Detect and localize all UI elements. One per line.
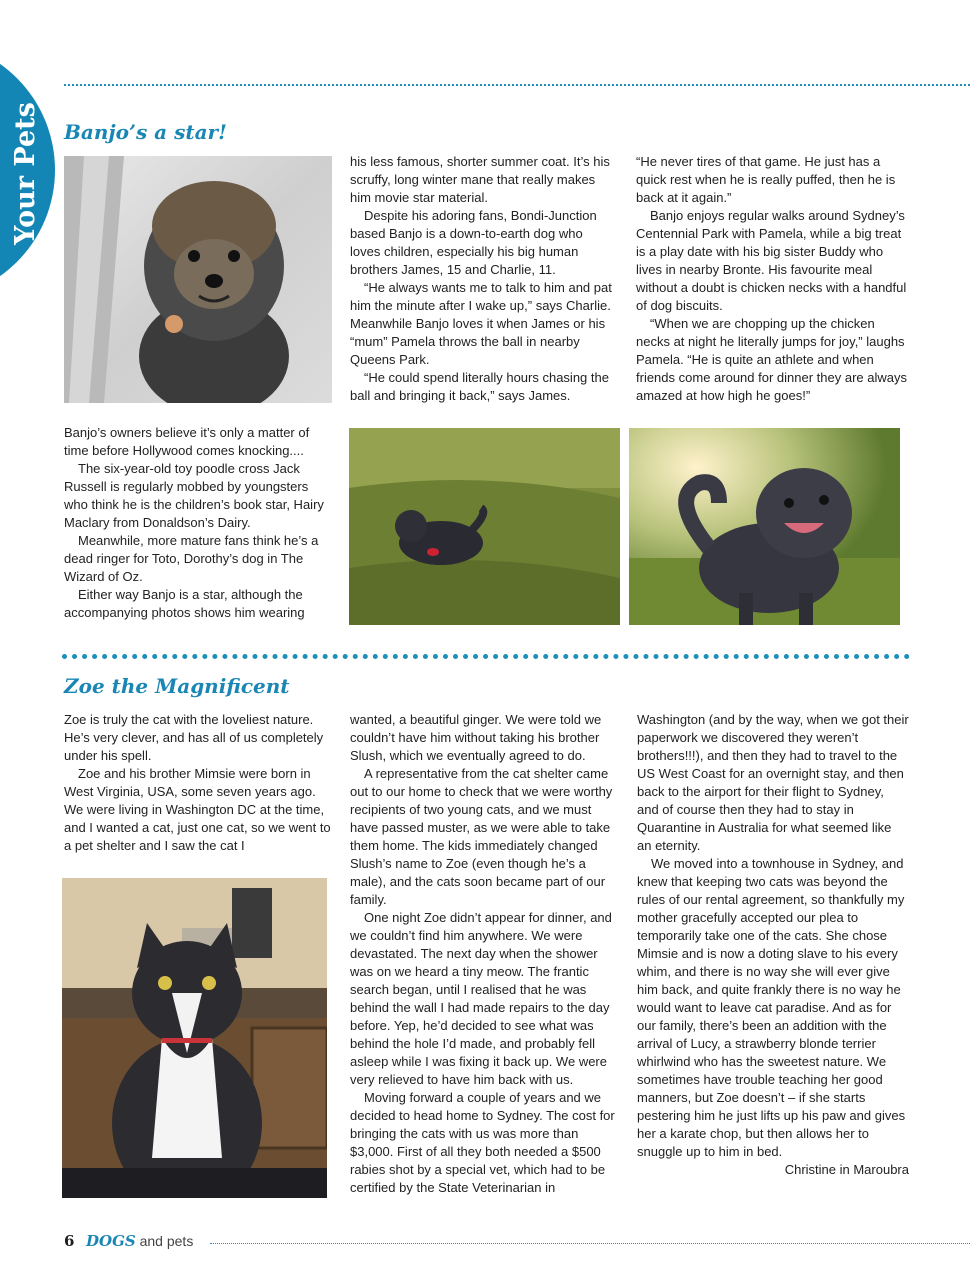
article1-col3 <box>636 153 908 405</box>
article2-col2-p2: A representative from the cat shelter came out to our home to check that we were worthy recipients of two young cats, and we must have passed muster, as we were able to take them home. The kids immediately changed Slush’s name to Zoe (even though he’s a male), and the cats soon became part of our family. <box>350 766 613 907</box>
top-divider <box>64 84 970 86</box>
publication-brand <box>86 1232 193 1250</box>
article2-col3 <box>637 711 909 1179</box>
article2-col3-p2: We moved into a townhouse in Sydney, and knew that keeping two cats was beyond the rules of our rental agreement, so thankfully my mother gracefully accepted our plea to temporarily take one of the cats. She chose Mimsie and is now a doting slave to his every whim, and there is no way she will ever give him back, and quite frankly there is no way he would want to leave cat paradise. And as for our family, there’s been an addition with the arrival of Lucy, a strawberry blonde terrier whirlwind who has the sweetest nature. We sometimes have trouble teaching her good manners, but Zoe doesn’t – if she starts pestering him he just lifts up his paw and gives her a karate chop, but then allows her to snuggle up to him in bed. <box>637 856 906 1159</box>
article1-col1-p3: Meanwhile, more mature fans think he’s a dead ringer for Toto, Dorothy’s dog in The Wizard of Oz. <box>64 533 319 584</box>
article1-col2-p2: Despite his adoring fans, Bondi-Junction based Banjo is a down-to-earth dog who loves children, especially his big human brothers James, 15 and Charlie, 11. <box>350 208 597 277</box>
article2-col1-p2: Zoe and his brother Mimsie were born in West Virginia, USA, some seven years ago. We were living in Washington DC at the time, and I wanted a cat, just one cat, so we went to a pet shelter and I saw the cat I <box>64 766 331 853</box>
article2-col1 <box>64 711 336 855</box>
article2-col2 <box>350 711 620 1197</box>
article1-col2-p3: “He always wants me to talk to him and pat him the minute after I wake up,” says Charlie. Meanwhile Banjo loves it when James or his “mum” Pamela throws the ball in nearby Queens Park. <box>350 280 612 367</box>
article2-signature: Christine in Maroubra <box>784 1162 909 1177</box>
footer-divider <box>210 1243 970 1244</box>
page-number: 6 <box>64 1232 75 1250</box>
article1-col2-p1: his less famous, shorter summer coat. It’s his scruffy, long winter mane that really makes him movie star material. <box>350 154 610 205</box>
article2-title: Zoe the Magnificent <box>64 674 290 698</box>
article2-col1-p1: Zoe is truly the cat with the loveliest nature. He’s very clever, and has all of us completely under his spell. <box>64 712 324 763</box>
banjo-happy-photo <box>629 428 900 625</box>
brand-rest: and pets <box>135 1233 194 1249</box>
article1-col3-p1: “He never tires of that game. He just has a quick rest when he is really puffed, then he is back at it again.” <box>636 154 896 205</box>
article2-col2-p3: One night Zoe didn’t appear for dinner, and we couldn’t find him anywhere. We were devastated. The next day when the shower was on we heard a tiny meow. The frantic search began, until I realised that he was behind the wall I had made repairs to the day before. Yep, he’d decided to see what was behind the hole I’d made, and probably fell asleep while I was fixing it back up. We were very relieved to have him back with us. <box>350 910 612 1087</box>
section-tab-label: Your Pets <box>9 101 41 245</box>
article2-col2-p4: Moving forward a couple of years and we decided to head home to Sydney. The cost for bringing the cats with us was more than $3,000. First of all they both needed a $500 rabies shot by a special vet, which had to be certified by the State Veterinarian in <box>350 1090 615 1195</box>
brand-bold: DOGS <box>86 1232 136 1250</box>
article-divider <box>62 654 910 659</box>
banjo-portrait-photo <box>64 156 332 403</box>
article1-col3-p2: Banjo enjoys regular walks around Sydney’s Centennial Park with Pamela, while a big treat is a play date with his big sister Buddy who lives in nearby Bronte. His favourite meal without a doubt is chicken necks with a handful of dog biscuits. <box>636 208 907 313</box>
article1-col2-p4: “He could spend literally hours chasing the ball and bringing it back,” says James. <box>350 370 609 403</box>
zoe-cat-photo <box>62 878 327 1198</box>
article1-col1-p4: Either way Banjo is a star, although the accompanying photos shows him wearing <box>64 587 305 620</box>
section-tab-label-box <box>4 103 46 243</box>
article1-col1 <box>64 424 334 622</box>
article1-col1-p1: Banjo’s owners believe it’s only a matter of time before Hollywood comes knocking.... <box>64 425 310 458</box>
article2-col2-p1: wanted, a beautiful ginger. We were told we couldn’t have him without taking his brother Slush, which we eventually agreed to do. <box>350 712 602 763</box>
article1-title: Banjo’s a star! <box>64 120 227 144</box>
banjo-running-photo <box>349 428 620 625</box>
article1-col2 <box>350 153 616 405</box>
article1-col3-p3: “When we are chopping up the chicken necks at night he literally jumps for joy,” laughs Pamela. “He is quite an athlete and when friends come around for dinner they are always amazed at how high he goes!” <box>636 316 907 403</box>
article1-col1-p2: The six-year-old toy poodle cross Jack Russell is regularly mobbed by youngsters who think he is the children’s book star, Hairy Maclary from Donaldson’s Dairy. <box>64 461 324 530</box>
article2-col3-p1: Washington (and by the way, when we got their paperwork we discovered they weren’t brothers!!!), and then they had to travel to the US West Coast for an overnight stay, and then back to the airport for their flight to Sydney, and of course then they had to stay in Quarantine in Australia for what seemed like an eternity. <box>637 712 909 853</box>
